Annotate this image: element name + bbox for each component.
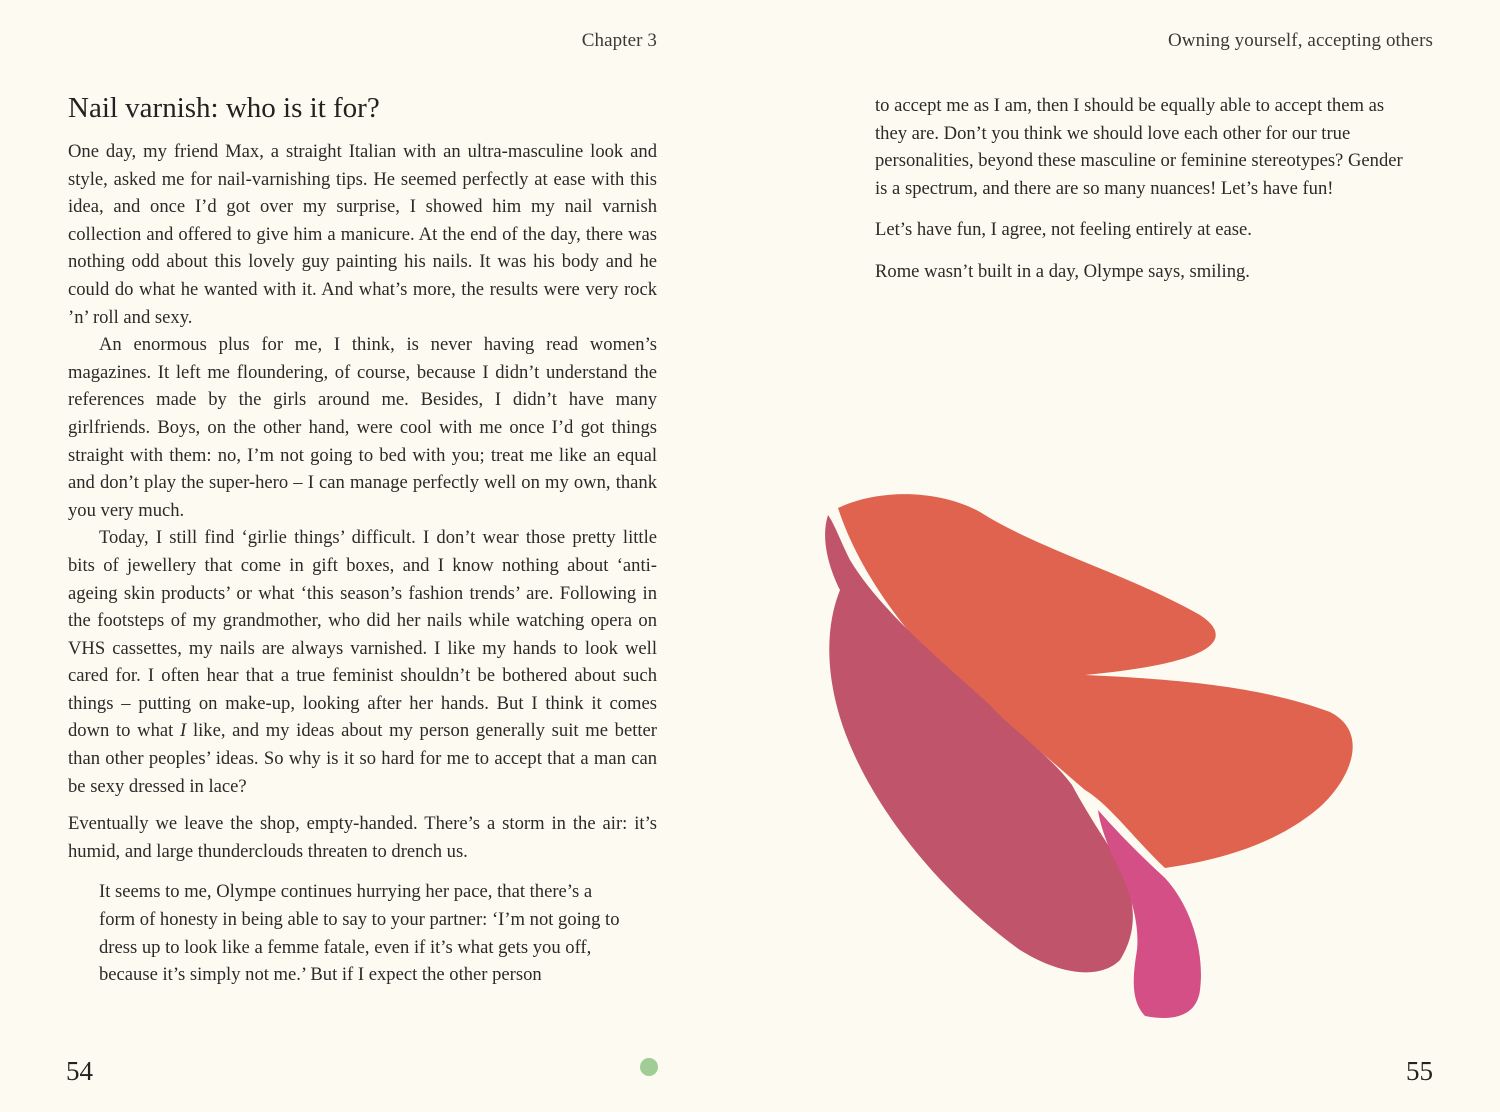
paragraph: An enormous plus for me, I think, is never having read women’s magazines. It left me floundering, of course, because I didn’t understand the references made by the girls around me. Besides, I didn’t have many girlfriends. Boys, on the other hand, were cool with me once I’d got things straight with them: no, I’m not going to bed with you; treat me like an equal and don’t play the super-hero – I can manage perfectly well on my own, thank you very much.	[68, 334, 657, 521]
paragraph: Rome wasn’t built in a day, Olympe says, smiling.	[875, 260, 1250, 282]
body-text	[875, 92, 1410, 286]
paragraph: to accept me as I am, then I should be equally able to accept them as they are. Don’t you think we should love each other for our true personalities, beyond these masculine or feminine stereotypes? Gender is a spectrum, and there are so many nuances! Let’s have fun!	[875, 95, 1403, 199]
abstract-petal-illustration	[815, 485, 1375, 1045]
paragraph	[68, 524, 657, 800]
page-number: 54	[66, 1056, 93, 1086]
paragraph: Let’s have fun, I agree, not feeling entirely at ease.	[875, 219, 1252, 241]
emphasis: I	[180, 720, 187, 742]
paragraph: One day, my friend Max, a straight Italian with an ultra-masculine look and style, asked me for nail-varnishing tips. He seemed perfectly at ease with this idea, and once I’d got over my surprise, I showed him my nail varnish collection and offered to give him a manicure. At the end of the day, there was nothing odd about this lovely guy painting his nails. It was his body and he could do what he wanted with it. And what’s more, the results were very rock ’n’ roll and sexy.	[68, 141, 657, 328]
running-head-chapter: Chapter 3	[581, 30, 657, 51]
dialogue-paragraph: It seems to me, Olympe continues hurrying her pace, that there’s a form of honesty in being able to say to your partner: ‘I’m not going to dress up to look like a femme fatale, even if it’s what gets you off, because it’s simply not me.’ But if I expect the other person	[99, 881, 620, 986]
gutter-dot	[640, 1058, 658, 1076]
running-head-title: Owning yourself, accepting others	[1167, 30, 1433, 51]
paragraph: Eventually we leave the shop, empty-handed. There’s a storm in the air: it’s humid, and large thunderclouds threaten to drench us.	[68, 813, 657, 862]
paragraph-part: like, and my ideas about my person generally suit me better than other peoples’ ideas. So why is it so hard for me to accept that a man can be sexy dressed in lace?	[68, 720, 657, 797]
body-text	[68, 138, 657, 989]
section-heading: Nail varnish: who is it for?	[68, 92, 380, 124]
page-number: 55	[1406, 1056, 1433, 1086]
paragraph-part: Today, I still find ‘girlie things’ difficult. I don’t wear those pretty little bits of jewellery that come in gift boxes, and I know nothing about ‘anti-ageing skin products’ or what ‘this season’s fashion trends’ are. Following in the footsteps of my grandmother, who did her nails while watching opera on VHS cassettes, my nails are always varnished. I like my hands to look well cared for. I often hear that a true feminist shouldn’t be bothered about such things – putting on make-up, looking after her hands. But I think it comes down to what	[68, 527, 657, 742]
